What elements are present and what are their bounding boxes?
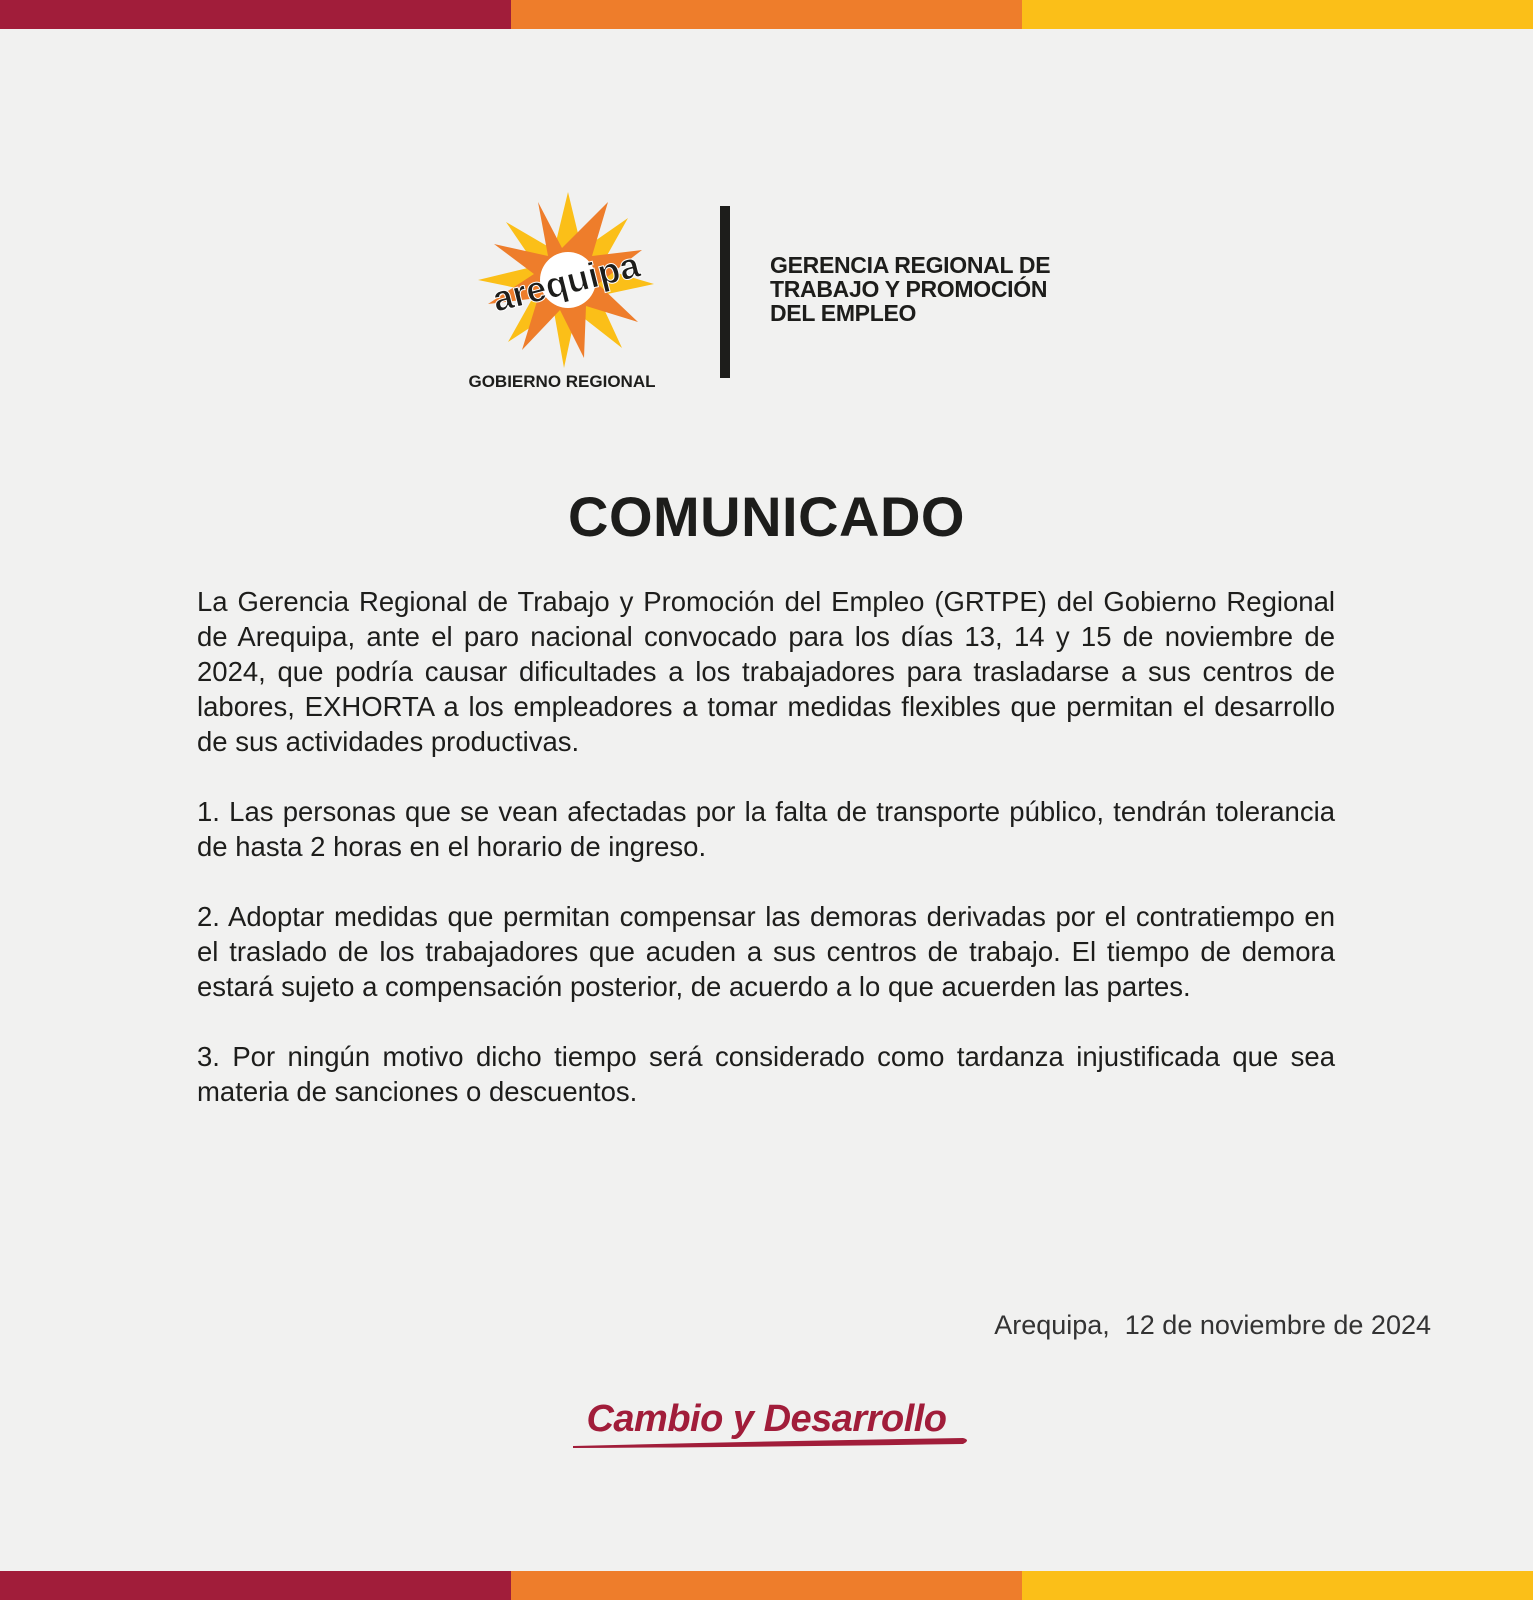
slogan-text: Cambio y Desarrollo [586,1398,947,1440]
point-3: 3. Por ningún motivo dicho tiempo será considerado como tardanza injustificada que sea materia de sanciones o descuentos. [197,1041,1335,1107]
point-2: 2. Adoptar medidas que permitan compensar las demoras derivadas por el contratiempo en el traslado de los trabajadores que acuden a sus centros de trabajo. El tiempo de demora estará sujeto a compensación posterior, de acuerdo a lo que acuerden las partes. [197,901,1335,1002]
slogan-underline [571,1435,971,1449]
header-divider [720,206,730,378]
communique-body [197,584,1335,1144]
point-1: 1. Las personas que se vean afectadas por la falta de transporte público, tendrán tolerancia de hasta 2 horas en el horario de ingreso. [197,796,1335,862]
page-title: COMUNICADO [568,485,965,548]
svg-text:arequipa: arequipa [488,243,644,320]
logo-subtitle: GOBIERNO REGIONAL [468,372,656,391]
org-line: GERENCIA REGIONAL DE [770,252,1051,278]
org-line: DEL EMPLEO [770,300,917,326]
top-color-bar [0,0,1533,29]
slogan [0,1398,1533,1449]
org-line: TRABAJO Y PROMOCIÓN [770,276,1048,302]
gobierno-regional-logo [468,190,668,400]
intro-paragraph: La Gerencia Regional de Trabajo y Promoción del Empleo (GRTPE) del Gobierno Regional de Arequipa, ante el paro nacional convocado para los días 13, 14 y 15 de noviembre de 2024, que podría causar dificultades a los trabajadores para trasladarse a sus centros de labores, EXHORTA a los empleadores a tomar medidas flexibles que permitan el desarrollo de sus actividades productivas. [197,586,1335,757]
organization-name [770,253,1050,325]
bottom-color-bar [0,1571,1533,1600]
date-line: Arequipa, 12 de noviembre de 2024 [994,1310,1431,1340]
sun-logo-icon [468,190,668,400]
